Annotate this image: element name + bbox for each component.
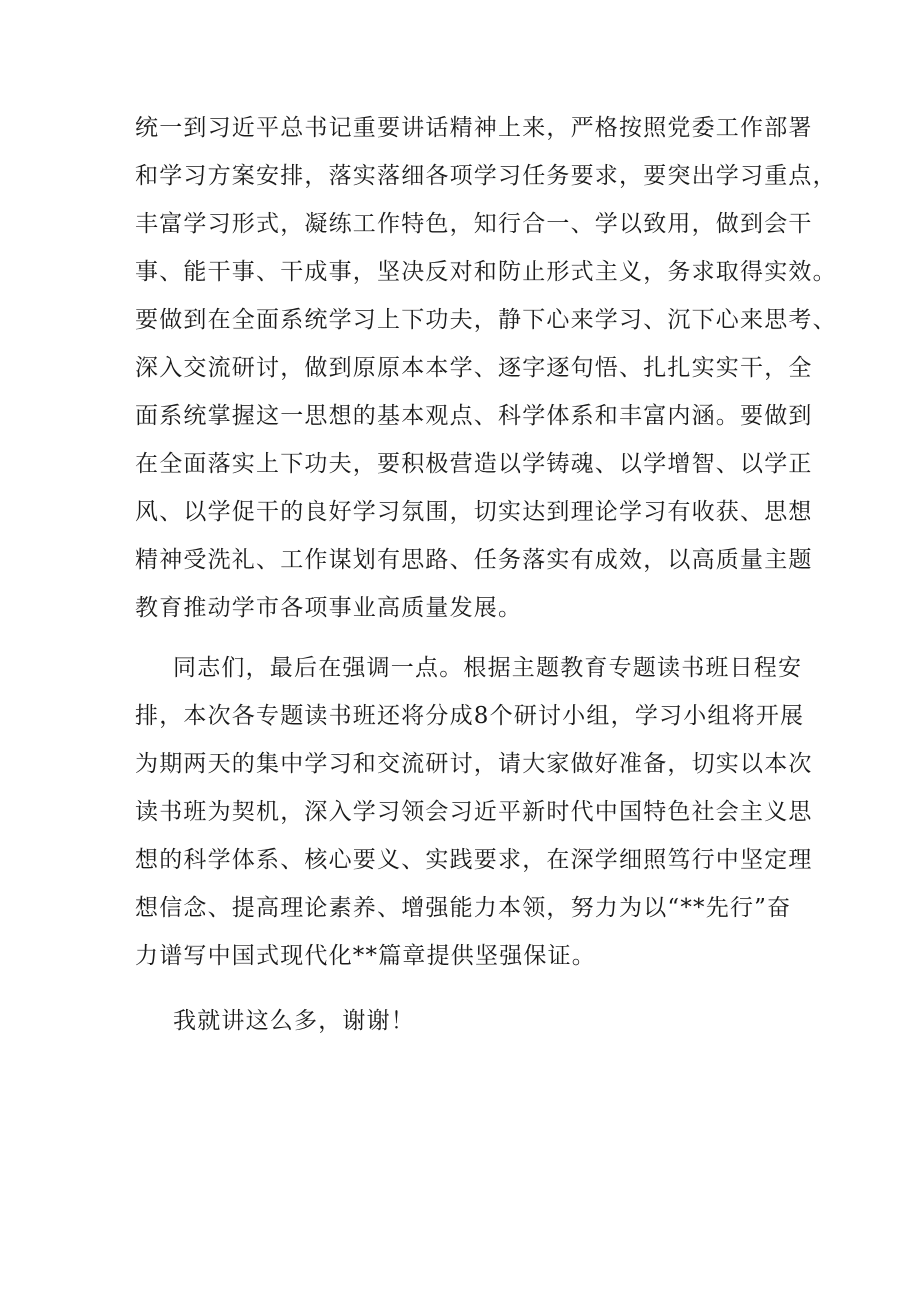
text-line: 我就讲这么多，谢谢！ (173, 1008, 415, 1034)
paragraph-3 (135, 997, 785, 1045)
text-line: 同志们，最后在强调一点。根据主题教育专题读书班日程安 (173, 655, 803, 681)
text-line: 在全面落实上下功夫，要积极营造以学铸魂、以学增智、以学正 (135, 451, 813, 477)
text-line: 精神受洗礼、工作谋划有思路、任务落实有成效，以高质量主题 (135, 547, 813, 573)
text-line: 教育推动学市各项事业高质量发展。 (135, 595, 523, 621)
text-line: 排，本次各专题读书班还将分成8个研讨小组，学习小组将开展 (135, 703, 805, 729)
text-line: 统一到习近平总书记重要讲话精神上来，严格按照党委工作部署 (135, 115, 813, 141)
text-line: 深入交流研讨，做到原原本本学、逐字逐句悟、扎扎实实干，全 (135, 355, 813, 381)
text-line: 丰富学习形式，凝练工作特色，知行合一、学以致用，做到会干 (135, 211, 813, 237)
text-line: 和学习方案安排，落实落细各项学习任务要求，要突出学习重点， (135, 163, 837, 189)
text-line: 面系统掌握这一思想的基本观点、科学体系和丰富内涵。要做到 (135, 403, 813, 429)
text-line: 要做到在全面系统学习上下功夫，静下心来学习、沉下心来思考、 (135, 307, 837, 333)
paragraph-1 (135, 104, 837, 632)
text-line: 风、以学促干的良好学习氛围，切实达到理论学习有收获、思想 (135, 499, 813, 525)
text-line: 事、能干事、干成事，坚决反对和防止形式主义，务求取得实效。 (135, 259, 837, 285)
document-body (135, 104, 837, 1045)
paragraph-2 (135, 644, 813, 980)
text-line: 力谱写中国式现代化**篇章提供坚强保证。 (135, 943, 596, 969)
text-line: 想的科学体系、核心要义、实践要求，在深学细照笃行中坚定理 (135, 847, 813, 873)
text-line: 读书班为契机，深入学习领会习近平新时代中国特色社会主义思 (135, 799, 813, 825)
text-line: 想信念、提高理论素养、增强能力本领，努力为以“**先行”奋 (135, 895, 792, 921)
text-line: 为期两天的集中学习和交流研讨，请大家做好准备，切实以本次 (135, 751, 813, 777)
